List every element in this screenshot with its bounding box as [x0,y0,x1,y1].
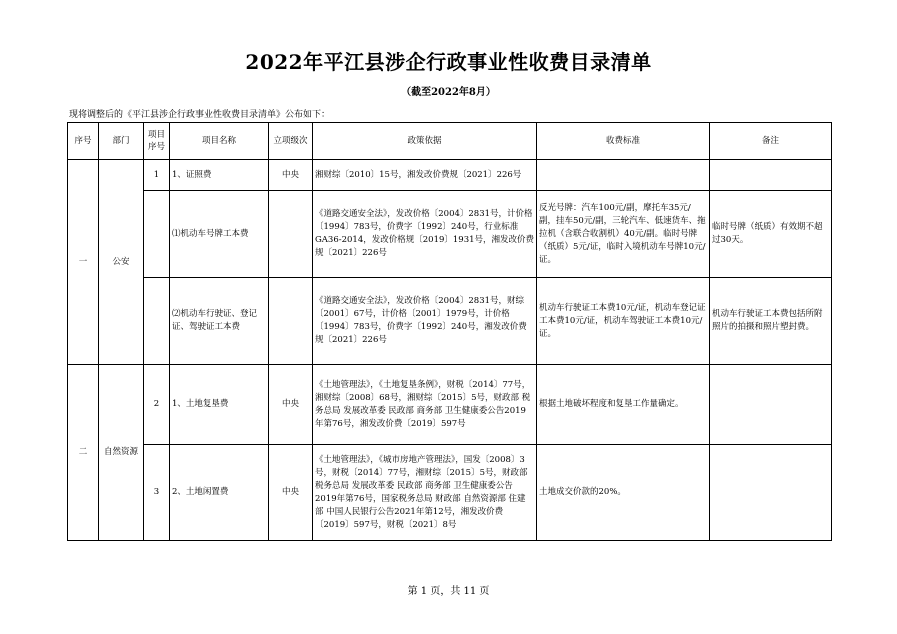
item-no-cell: 2 [144,365,170,445]
header-item-no: 项目序号 [144,123,170,160]
group-dept-cell: 公安 [99,160,144,365]
item-no-cell [144,278,170,365]
note-cell [710,445,832,541]
item-no-cell [144,191,170,278]
item-no-cell: 1 [144,160,170,191]
level-cell [269,278,313,365]
item-name-cell: 1、证照费 [170,160,269,191]
page-footer: 第 1 页，共 11 页 [407,586,490,597]
table-row [68,191,832,278]
document-subtitle: （截至2022年8月） [401,87,496,98]
group-seq-cell: 二 [68,365,99,541]
standard-cell: 反光号牌：汽车100元/副，摩托车35元/副，挂车50元/副，三轮汽车、低速货车、拖拉机（含联合收割机）40元/副。临时号牌（纸质）5元/证，临时入境机动车号牌10元/证。 [537,191,710,278]
note-cell: 临时号牌（纸质）有效期不超过30天。 [710,191,832,278]
standard-cell [537,160,710,191]
item-name-cell: 1、土地复垦费 [170,365,269,445]
policy-cell: 《道路交通安全法》，发改价格〔2004〕2831号，财综〔2001〕67号，计价格〔2001〕1979号，计价格〔1994〕783号，价费字〔1992〕240号，湘发改价费规〔2021〕226号 [313,278,537,365]
document-title: 2022年平江县涉企行政事业性收费目录清单 [245,50,652,74]
standard-cell: 机动车行驶证工本费10元/证，机动车登记证工本费10元/证，机动车驾驶证工本费10元/证。 [537,278,710,365]
group-seq-cell: 一 [68,160,99,365]
item-name-cell: 2、土地闲置费 [170,445,269,541]
item-name-cell: ⑵机动车行驶证、登记证、驾驶证工本费 [170,278,269,365]
policy-cell: 湘财综〔2010〕15号，湘发改价费规〔2021〕226号 [313,160,537,191]
table-row [68,160,832,191]
note-cell: 机动车行驶证工本费包括所附照片的拍摄和照片塑封费。 [710,278,832,365]
header-policy: 政策依据 [313,123,537,160]
header-dept: 部门 [99,123,144,160]
intro-text: 现将调整后的《平江县涉企行政事业性收费目录清单》公布如下： [69,110,331,120]
note-cell [710,160,832,191]
note-cell [710,365,832,445]
standard-cell: 根据土地破坏程度和复垦工作量确定。 [537,365,710,445]
policy-cell: 《土地管理法》，《城市房地产管理法》，国发〔2008〕3号，财税〔2014〕77号，湘财综〔2015〕5号，财政部 税务总局 发展改革委 民政部 商务部 卫生健康委公告2019年第76号，国家税务总局 财政部 自然资源部 住建部 中国人民银行公告2021年第12号，湘发改价费〔2019〕597号，财税〔2021〕8号 [313,445,537,541]
item-name-cell: ⑴机动车号牌工本费 [170,191,269,278]
header-standard: 收费标准 [537,123,710,160]
level-cell [269,191,313,278]
standard-cell: 土地成交价款的20%。 [537,445,710,541]
fee-table [67,122,832,541]
level-cell: 中央 [269,365,313,445]
table-row [68,445,832,541]
table-row [68,365,832,445]
level-cell: 中央 [269,160,313,191]
item-no-cell: 3 [144,445,170,541]
group-dept-cell: 自然资源 [99,365,144,541]
header-item-name: 项目名称 [170,123,269,160]
policy-cell: 《土地管理法》，《土地复垦条例》，财税〔2014〕77号，湘财综〔2008〕68号，湘财综〔2015〕5号，财政部 税务总局 发展改革委 民政部 商务部 卫生健康委公告2019年第76号，湘发改价费〔2019〕597号 [313,365,537,445]
header-level: 立项级次 [269,123,313,160]
table-row [68,278,832,365]
header-seq: 序号 [68,123,99,160]
level-cell: 中央 [269,445,313,541]
table-header-row [68,123,832,160]
policy-cell: 《道路交通安全法》，发改价格〔2004〕2831号，计价格〔1994〕783号，价费字〔1992〕240号，行业标准GA36-2014，发改价格规〔2019〕1931号，湘发改价费规〔2021〕226号 [313,191,537,278]
header-note: 备注 [710,123,832,160]
